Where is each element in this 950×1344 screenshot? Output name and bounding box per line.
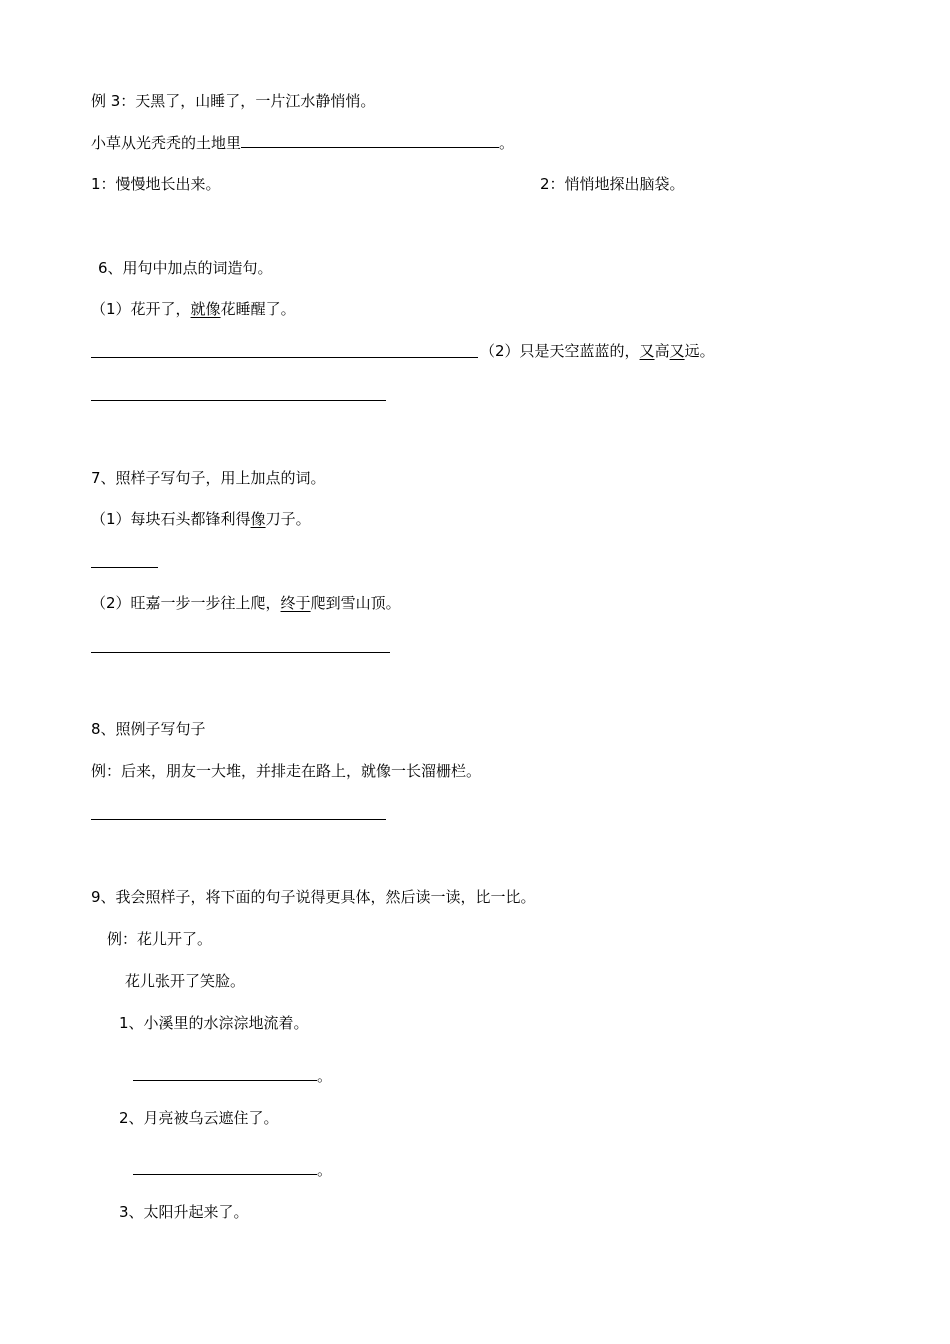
sentence-text: （1）每块石头都锋利得 (91, 510, 251, 528)
sentence-text: 远。 (684, 342, 715, 360)
q6-title: 6、用句中加点的词造句。 (98, 259, 273, 277)
q6-sentence-1 (91, 299, 296, 319)
answer-blank[interactable] (133, 1066, 317, 1081)
answer-line[interactable] (91, 357, 478, 358)
marked-word: 就像 (190, 300, 221, 318)
q6-sentence-2 (480, 341, 715, 361)
sentence-text: （2）只是天空蓝蓝的， (480, 342, 640, 360)
sentence-text: （2）旺嘉一步一步往上爬， (91, 594, 281, 612)
marked-word: 像 (250, 510, 266, 528)
q9-item-3: 3、太阳升起来了。 (119, 1203, 249, 1221)
q9-example-label: 例：花儿开了。 (107, 930, 213, 948)
option-1: 1：慢慢地长出来。 (91, 175, 221, 193)
q9-example-answer: 花儿张开了笑脸。 (125, 972, 246, 990)
answer-blank[interactable] (241, 133, 499, 148)
marked-word: 又 (669, 342, 685, 360)
answer-line[interactable] (91, 567, 158, 568)
answer-line[interactable] (91, 819, 386, 820)
sentence-text: 花睡醒了。 (220, 300, 296, 318)
answer-line[interactable] (91, 400, 386, 401)
sentence-text: （1）花开了， (91, 300, 191, 318)
option-2: 2：悄悄地探出脑袋。 (540, 175, 685, 193)
end-mark: 。 (317, 1161, 333, 1179)
q7-title: 7、照样子写句子，用上加点的词。 (91, 469, 326, 487)
q9-answer-2 (133, 1160, 332, 1180)
q9-item-1: 1、小溪里的水淙淙地流着。 (119, 1014, 309, 1032)
q7-sentence-1 (91, 509, 311, 529)
end-mark: 。 (317, 1067, 333, 1085)
sentence-text: 爬到雪山顶。 (310, 594, 401, 612)
answer-blank[interactable] (133, 1160, 317, 1175)
prompt-text: 小草从光秃秃的土地里 (91, 134, 242, 152)
q9-title: 9、我会照样子，将下面的句子说得更具体，然后读一读，比一比。 (91, 888, 536, 906)
prompt-end: 。 (499, 134, 515, 152)
example-3-sentence: 例 3：天黑了，山睡了，一片江水静悄悄。 (91, 92, 376, 110)
marked-word: 终于 (280, 594, 311, 612)
sentence-text: 高 (654, 342, 670, 360)
q8-example: 例：后来，朋友一大堆，并排走在路上，就像一长溜栅栏。 (91, 762, 482, 780)
q9-item-2: 2、月亮被乌云遮住了。 (119, 1109, 279, 1127)
example-3-prompt (91, 133, 514, 153)
q9-answer-1 (133, 1066, 332, 1086)
q8-title: 8、照例子写句子 (91, 720, 206, 738)
marked-word: 又 (639, 342, 655, 360)
answer-line[interactable] (91, 652, 390, 653)
sentence-text: 刀子。 (265, 510, 311, 528)
q7-sentence-2 (91, 593, 401, 613)
